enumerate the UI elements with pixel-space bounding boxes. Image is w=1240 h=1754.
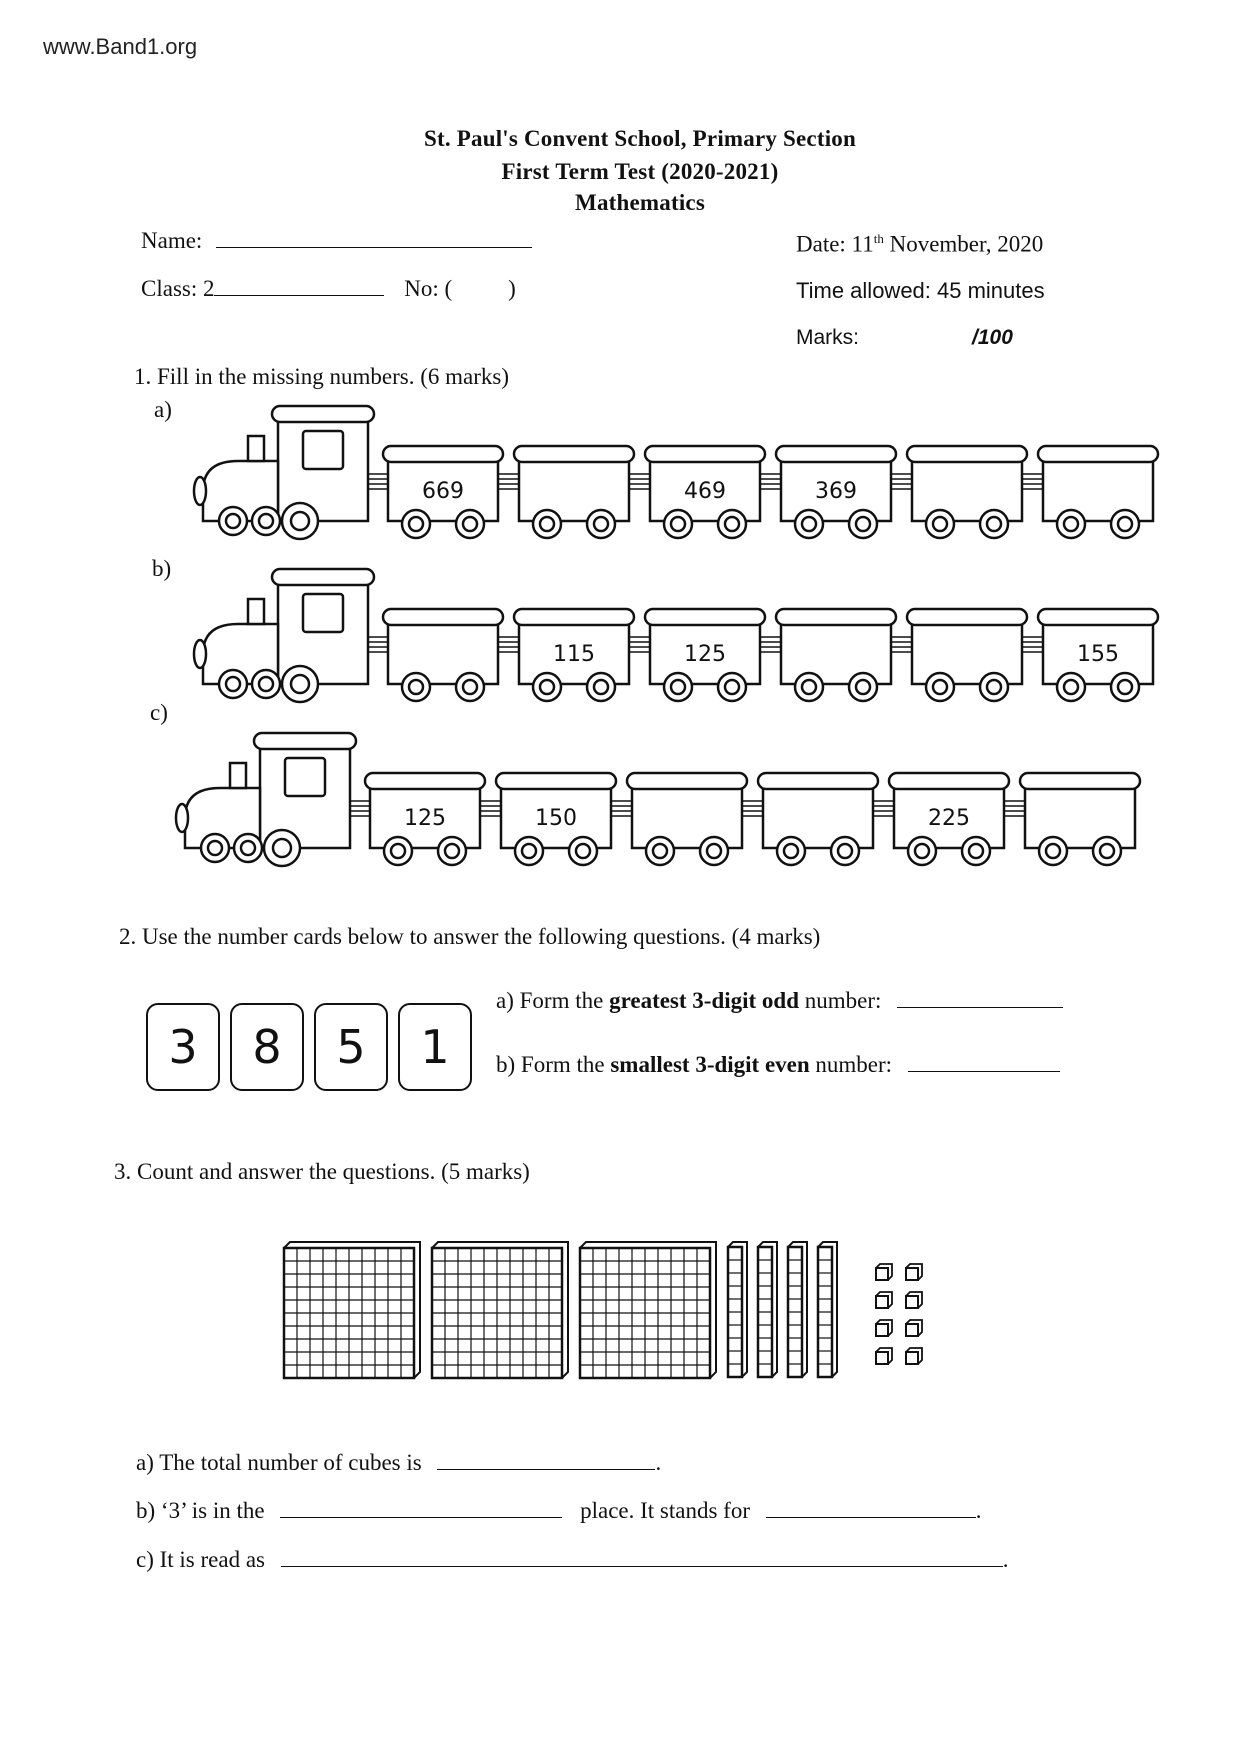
cube-face xyxy=(906,1268,918,1280)
cube-face xyxy=(876,1268,888,1280)
period: . xyxy=(655,1450,662,1475)
q3b xyxy=(136,1498,982,1524)
ten-rod xyxy=(818,1242,837,1377)
q3a-text: a) The total number of cubes is xyxy=(136,1450,422,1475)
name-label: Name: xyxy=(141,228,203,253)
q2b-bold: smallest 3-digit even xyxy=(610,1052,810,1077)
one-cube xyxy=(906,1264,922,1280)
ten-rod xyxy=(788,1242,807,1377)
car-number: 155 xyxy=(1077,642,1119,667)
hundred-flat xyxy=(284,1242,420,1378)
hundred-flat xyxy=(432,1242,568,1378)
one-cube xyxy=(906,1320,922,1336)
q1-title: 1. Fill in the missing numbers. (6 marks) xyxy=(134,364,510,389)
date-label: Date: 11 xyxy=(796,231,874,257)
q3b-place-blank[interactable] xyxy=(280,1517,562,1518)
q2a-bold: greatest 3-digit odd xyxy=(609,988,800,1013)
number-card: 3 xyxy=(146,1003,220,1091)
q3c-text: c) It is read as xyxy=(136,1547,265,1572)
one-cube xyxy=(876,1292,892,1308)
cube-face xyxy=(906,1324,918,1336)
car-number: 115 xyxy=(553,642,595,667)
watermark: www.Band1.org xyxy=(43,34,198,59)
school-title: St. Paul's Convent School, Primary Section xyxy=(424,126,856,151)
time-allowed: Time allowed: 45 minutes xyxy=(796,278,1045,303)
q3-title: 3. Count and answer the questions. (5 marks) xyxy=(114,1159,530,1184)
one-cube xyxy=(876,1320,892,1336)
one-cube xyxy=(906,1348,922,1364)
cube-face xyxy=(906,1352,918,1364)
q2a-post: number: xyxy=(799,988,882,1013)
q3c xyxy=(136,1547,1009,1573)
period: . xyxy=(1002,1547,1009,1572)
train-a-label: a) xyxy=(154,397,172,422)
hundred-flat xyxy=(580,1242,716,1378)
q3a-blank[interactable] xyxy=(437,1469,655,1470)
number-card: 1 xyxy=(398,1003,472,1091)
no-label: No: ( xyxy=(404,276,453,301)
number-card: 5 xyxy=(314,1003,388,1091)
q2b-post: number: xyxy=(809,1052,893,1077)
marks-label: Marks: xyxy=(796,326,859,349)
date-rest: November, 2020 xyxy=(883,231,1044,257)
number-card: 8 xyxy=(230,1003,304,1091)
class-label: Class: 2 xyxy=(141,276,215,301)
q2b-pre: b) Form the xyxy=(496,1052,611,1077)
car-number: 125 xyxy=(404,806,446,831)
q3b-mid: place. It stands for xyxy=(580,1498,750,1523)
test-title: First Term Test (2020-2021) xyxy=(501,159,779,184)
one-cube xyxy=(876,1348,892,1364)
q3b-pre: b) ‘3’ is in the xyxy=(136,1498,265,1523)
subject-title: Mathematics xyxy=(575,190,705,215)
car-number: 469 xyxy=(684,479,726,504)
ten-rod xyxy=(758,1242,777,1377)
q3a xyxy=(136,1450,661,1476)
ten-rod xyxy=(728,1242,747,1377)
marks-total: /100 xyxy=(972,326,1013,349)
car-number: 225 xyxy=(928,806,970,831)
cube-face xyxy=(876,1352,888,1364)
car-number: 125 xyxy=(684,642,726,667)
cube-face xyxy=(906,1296,918,1308)
one-cube xyxy=(906,1292,922,1308)
one-cube xyxy=(876,1264,892,1280)
car-number: 150 xyxy=(535,806,577,831)
q3c-blank[interactable] xyxy=(281,1566,1003,1567)
car-number: 369 xyxy=(815,479,857,504)
date-sup: th xyxy=(873,231,884,246)
cube-face xyxy=(876,1296,888,1308)
period: . xyxy=(975,1498,982,1523)
train-c-label: c) xyxy=(150,700,168,725)
car-number: 669 xyxy=(422,479,464,504)
no-close: ) xyxy=(508,276,516,301)
q2-title: 2. Use the number cards below to answer the following questions. (4 marks) xyxy=(119,924,821,949)
train-b-label: b) xyxy=(152,556,172,581)
q3b-value-blank[interactable] xyxy=(766,1517,976,1518)
cube-face xyxy=(876,1324,888,1336)
q2a-pre: a) Form the xyxy=(496,988,610,1013)
